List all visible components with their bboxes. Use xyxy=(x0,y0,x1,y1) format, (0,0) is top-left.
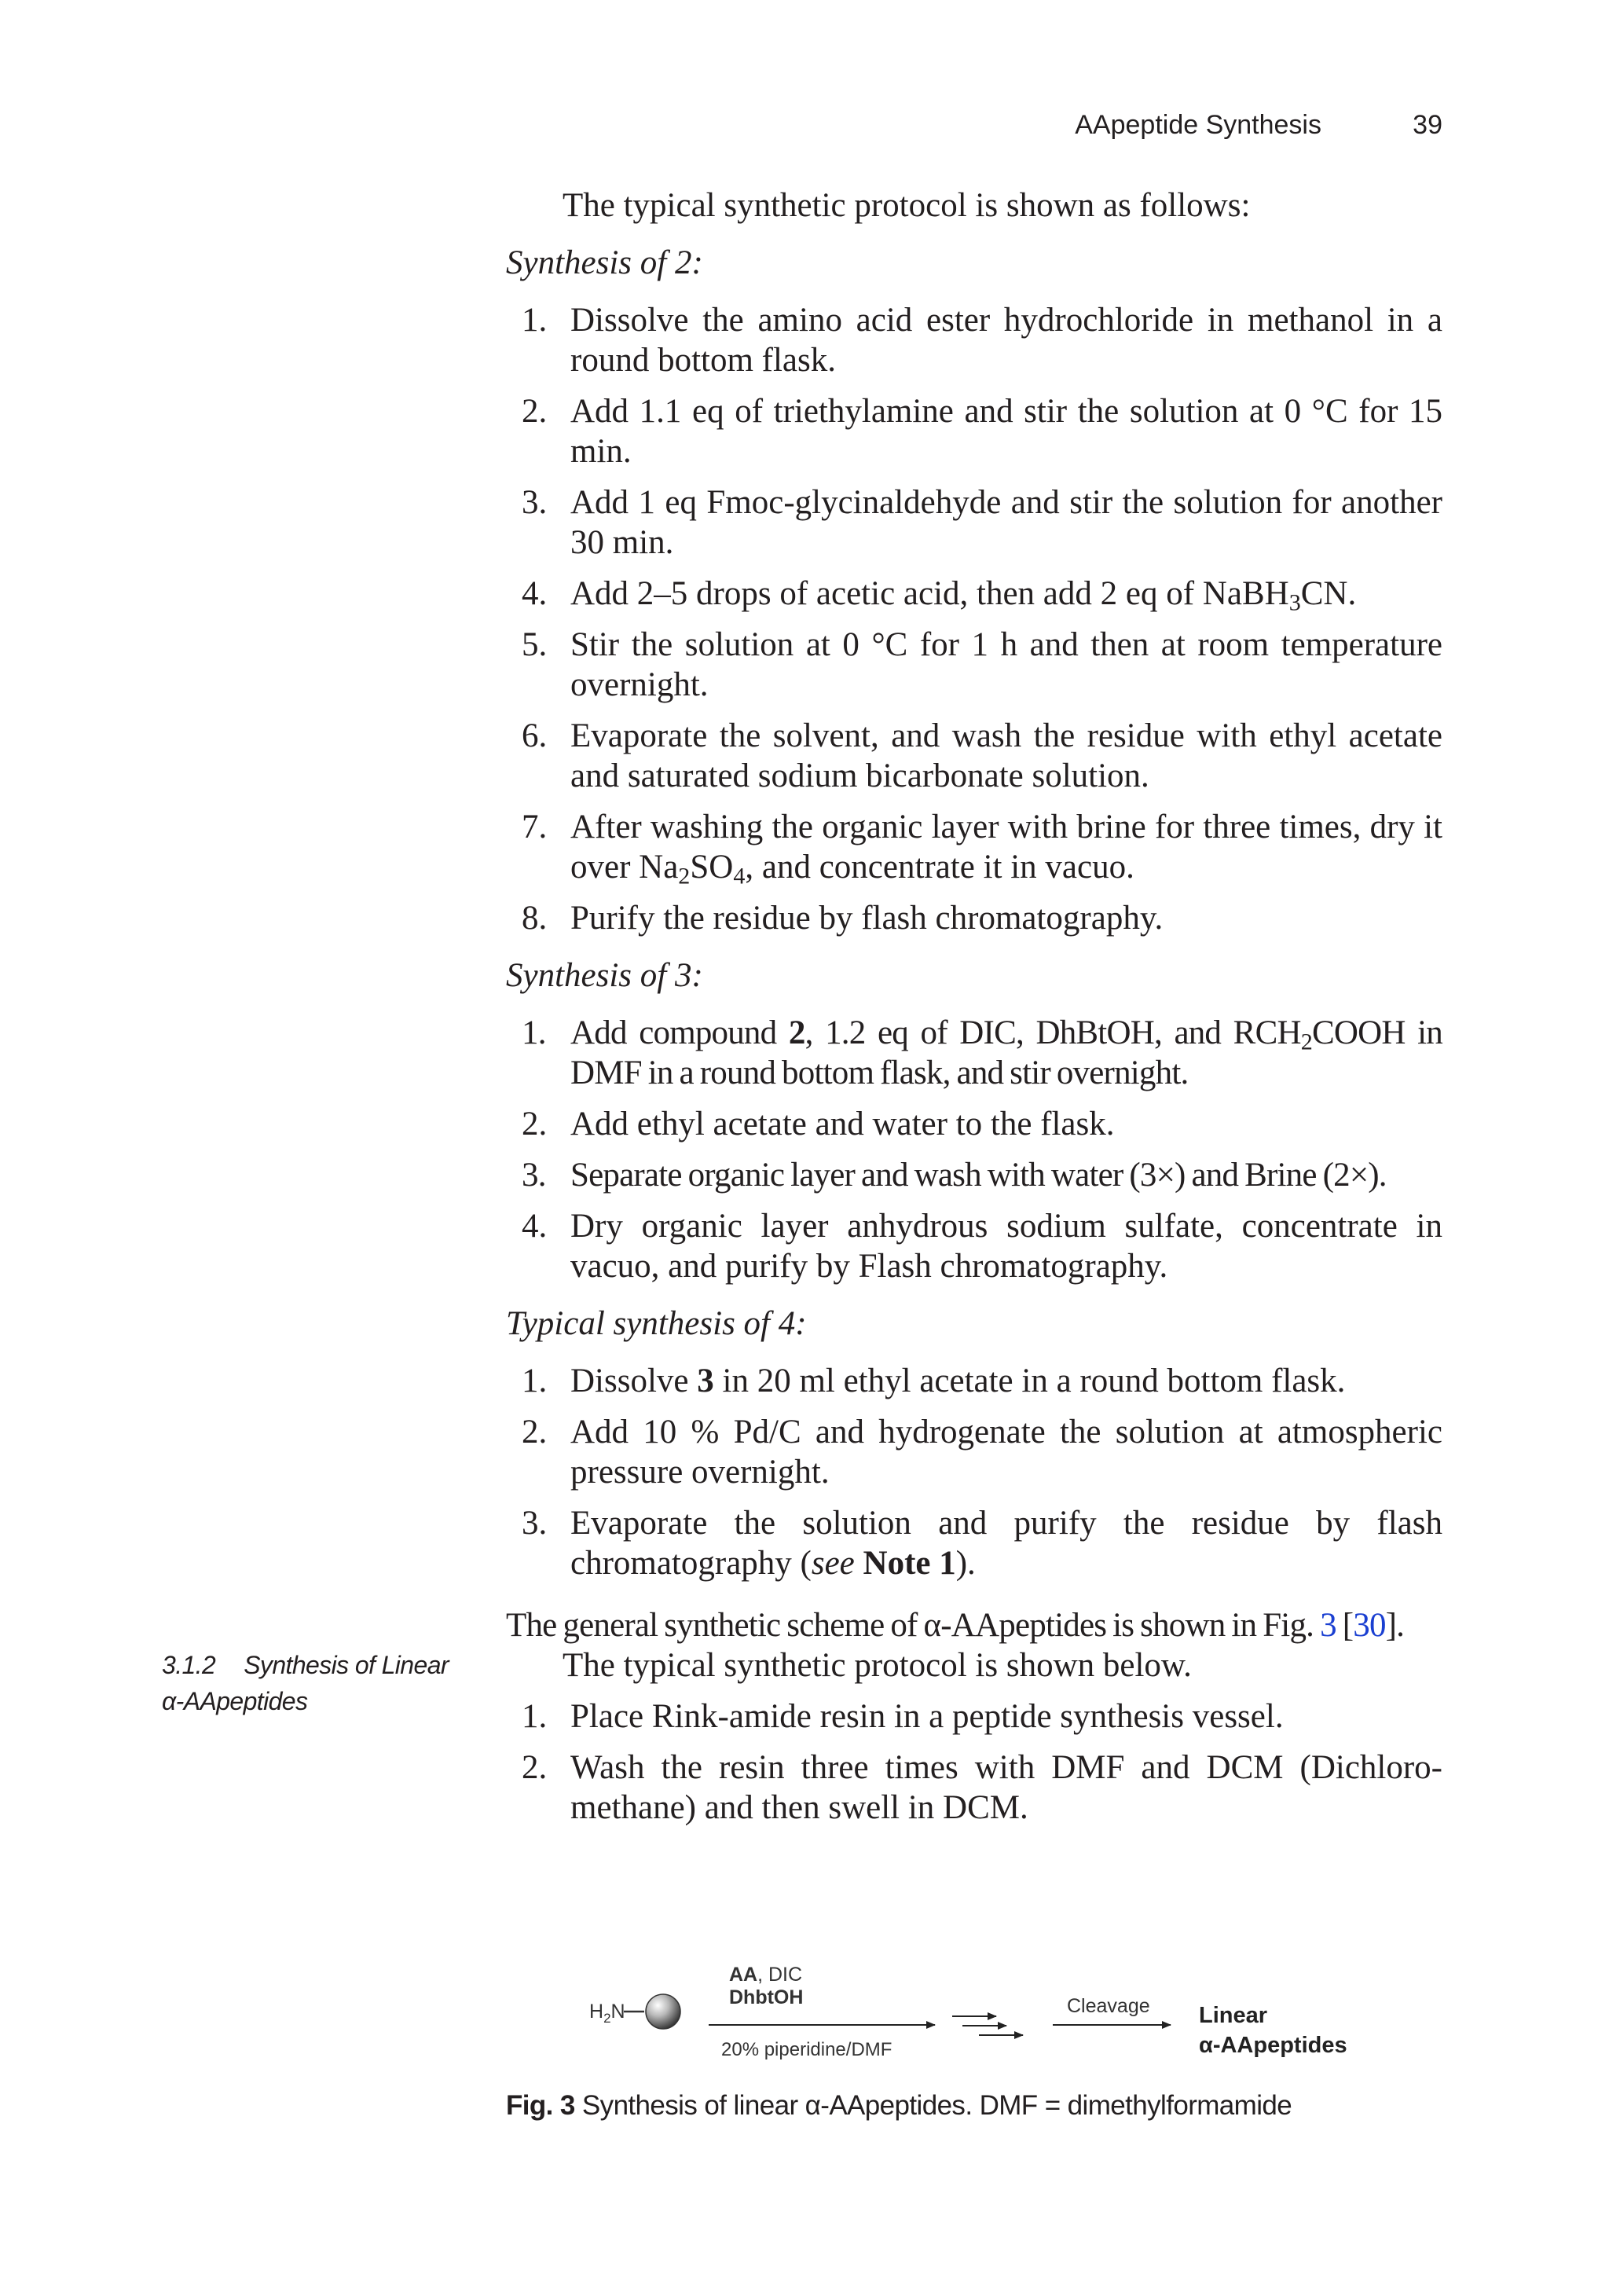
list-item: 1. Add compound 2, 1.2 eq of DIC, DhBtOH, and $RCH_2COOH$ in DMF in a round bottom flask, and stir overnight. xyxy=(522,1014,1442,1091)
subheading-synthesis-4: Typical synthesis of 4: xyxy=(506,1305,807,1342)
synthesis-4-steps xyxy=(506,1361,1442,1583)
section-title-line1: Synthesis of Linear xyxy=(244,1651,449,1679)
list-item: 3. Add 1 eq Fmoc-glycinaldehyde and stir the solution for another 30 min. xyxy=(522,484,1442,561)
figure-3-scheme xyxy=(550,1949,1414,2082)
running-title: AApeptide Synthesis xyxy=(1075,110,1321,140)
section-title-line2: α-AApeptides xyxy=(162,1687,308,1715)
section-number: 3.1.2 xyxy=(162,1651,216,1679)
list-item: 3. Separate organic layer and wash with water (3×) and Brine (2×). xyxy=(522,1157,1387,1194)
cleavage-label: Cleavage xyxy=(1067,1995,1150,2017)
figure-label: Fig. 3 xyxy=(506,2090,575,2121)
list-item: 2. Add 10 % Pd/C and hydrogenate the solution at atmospheric pressure overnight. xyxy=(522,1414,1442,1491)
list-item: 2. Add 1.1 eq of triethylamine and stir the solution at 0 °C for 15 min. xyxy=(522,393,1442,470)
resin-bead-icon xyxy=(646,1994,680,2029)
synthesis-3-steps xyxy=(506,1013,1442,1286)
list-item: 1. Place Rink-amide resin in a peptide synthesis vessel. xyxy=(522,1698,1284,1735)
list-item: 1. Dissolve 3 in 20 ml ethyl acetate in a round bottom flask. xyxy=(522,1363,1346,1399)
product-line1: Linear xyxy=(1199,2003,1268,2028)
section-312-protocol-intro: The typical synthetic protocol is shown below. xyxy=(563,1647,1192,1684)
list-item: 2. Wash the resin three times with DMF and DCM (Dichloro-methane) and then swell in DCM. xyxy=(522,1749,1442,1826)
reagent-dhbtoh: DhbtOH xyxy=(729,1986,804,2008)
section-312-paragraph: The general synthetic scheme of α-AApeptides is shown in Fig. 3 [30]. xyxy=(506,1607,1405,1644)
reagent-piperidine: 20% piperidine/DMF xyxy=(721,2039,892,2060)
list-item: 7. After washing the organic layer with brine for three times, dry it over $Na_2SO_4$, and concentrate it in vacuo. xyxy=(522,809,1442,889)
figure-3-link[interactable]: 3 xyxy=(1320,1607,1336,1644)
list-item: 5. Stir the solution at 0 °C for 1 h and then at room temperature overnight. xyxy=(522,626,1442,703)
list-item: 4. Add 2–5 drops of acetic acid, then add 2 eq of NaBH$_3$CN. xyxy=(522,575,1357,616)
running-header xyxy=(0,110,1609,149)
intro-paragraph: The typical synthetic protocol is shown as follows: xyxy=(563,187,1251,224)
list-item: 6. Evaporate the solvent, and wash the residue with ethyl acetate and saturated sodium bicarbonate solution. xyxy=(522,717,1442,794)
list-item: 2. Add ethyl acetate and water to the flask. xyxy=(522,1106,1115,1142)
subheading-synthesis-3: Synthesis of 3: xyxy=(506,957,703,994)
product-line2: α-AApeptides xyxy=(1199,2033,1347,2058)
subheading-synthesis-2: Synthesis of 2: xyxy=(506,244,703,281)
synthesis-2-steps xyxy=(506,300,1442,938)
list-item: 4. Dry organic layer anhydrous sodium sulfate, concentrate in vacuo, and purify by Flash chromatography. xyxy=(522,1208,1442,1285)
main-text xyxy=(506,185,1442,1839)
section-312-steps xyxy=(506,1696,1442,1828)
list-item: 8. Purify the residue by flash chromatography. xyxy=(522,900,1164,937)
page-number: 39 xyxy=(1413,110,1442,140)
list-item: 3. Evaporate the solution and purify the residue by flash chromatography (see Note 1). xyxy=(522,1505,1442,1582)
section-312-heading xyxy=(162,1647,476,1719)
figure-caption xyxy=(506,2090,1449,2122)
citation-30-link[interactable]: 30 xyxy=(1353,1607,1386,1644)
list-item: 1. Dissolve the amino acid ester hydrochloride in methanol in a round bottom flask. xyxy=(522,302,1442,379)
reagent-aa-dic: AA, DIC xyxy=(729,1964,803,1986)
caption-text: Synthesis of linear α-AApeptides. DMF = dimethylformamide xyxy=(574,2090,1292,2121)
h2n-label: $H_2N$ xyxy=(589,2001,625,2026)
